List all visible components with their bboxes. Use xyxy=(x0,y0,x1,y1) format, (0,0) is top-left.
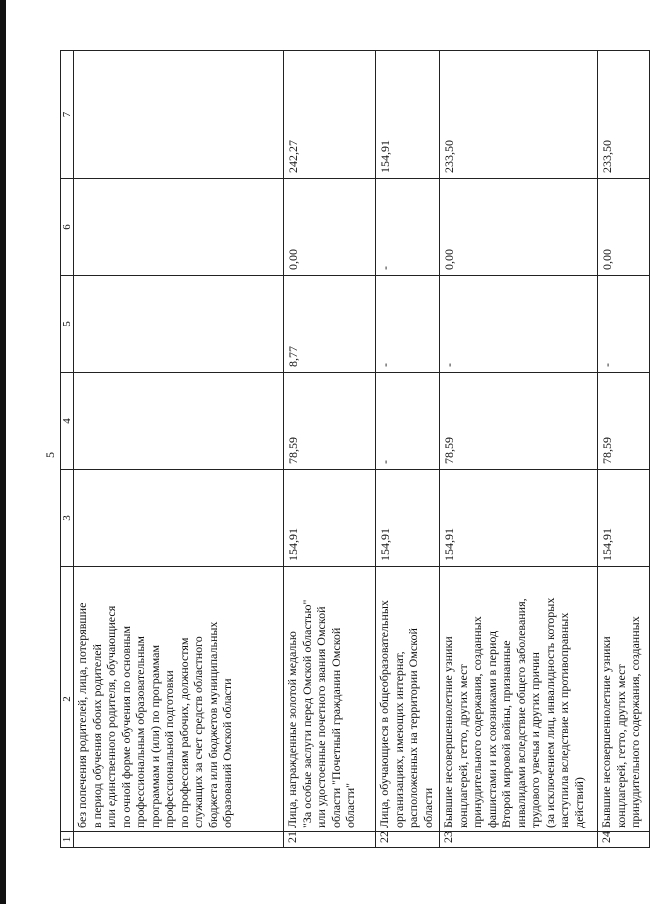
value-cell: 0,00 xyxy=(598,179,650,276)
rotated-table-container xyxy=(60,51,644,848)
value-cell: 154,91 xyxy=(598,470,650,567)
row-number-cell: 22 xyxy=(376,832,440,848)
value-cell xyxy=(74,470,284,567)
value-cell xyxy=(74,276,284,373)
value-cell: 154,91 xyxy=(376,51,440,179)
value-cell xyxy=(74,179,284,276)
value-cell: 154,91 xyxy=(376,470,440,567)
value-cell: - xyxy=(376,179,440,276)
value-cell: 0,00 xyxy=(440,179,598,276)
value-cell xyxy=(74,51,284,179)
data-table xyxy=(60,50,650,848)
value-cell: 233,50 xyxy=(598,51,650,179)
value-cell: 0,00 xyxy=(284,179,376,276)
column-header: 6 xyxy=(61,179,74,276)
description-cell: Лица, обучающиеся в общеобразовательных организациях, имеющих интернат, расположенных на территории Омской области xyxy=(376,567,440,832)
table-row xyxy=(376,51,440,848)
column-header: 4 xyxy=(61,373,74,470)
description-cell: Бывшие несовершеннолетние узники концлагерей, гетто, других мест принудительного содержания, созданных xyxy=(598,567,650,832)
table-row xyxy=(440,51,598,848)
value-cell: 8,77 xyxy=(284,276,376,373)
page-number: 5 xyxy=(43,452,57,458)
value-cell xyxy=(74,373,284,470)
value-cell: 233,50 xyxy=(440,51,598,179)
row-number-cell: 21 xyxy=(284,832,376,848)
table-row xyxy=(284,51,376,848)
column-header: 3 xyxy=(61,470,74,567)
row-number-cell: 24 xyxy=(598,832,650,848)
value-cell: 78,59 xyxy=(284,373,376,470)
value-cell: 242,27 xyxy=(284,51,376,179)
row-number-cell: 23 xyxy=(440,832,598,848)
column-header: 1 xyxy=(61,832,74,848)
value-cell: 154,91 xyxy=(284,470,376,567)
column-header: 7 xyxy=(61,51,74,179)
value-cell: 78,59 xyxy=(598,373,650,470)
description-cell: Лица, награжденные золотой медалью "За особые заслуги перед Омской областью" или удостоенные почетного звания Омской области "Почетный гражданин Омской области" xyxy=(284,567,376,832)
column-header: 5 xyxy=(61,276,74,373)
description-cell: без попечения родителей, лица, потерявшие в период обучения обоих родителей или единственного родителя, обучающиеся по очной форме обучения по основным профессиональным образовательным программам и (или) по программам профессиональной подготовки по профессиям рабочих, должностям служащих за счет средств областного бюджета или бюджетов муниципальных образований Омской области xyxy=(74,567,284,832)
description-cell: Бывшие несовершеннолетние узники концлагерей, гетто, других мест принудительного содержания, созданных фашистами и их союзниками в период Второй мировой войны, признанные инвалидами вследствие общего заболевания, трудового увечья и других причин (за исключением лиц, инвалидность которых наступила вследствие их противоправных действий) xyxy=(440,567,598,832)
row-number-cell xyxy=(74,832,284,848)
value-cell: 154,91 xyxy=(440,470,598,567)
value-cell: - xyxy=(376,373,440,470)
scan-edge xyxy=(0,0,6,904)
value-cell: - xyxy=(376,276,440,373)
table-row xyxy=(74,51,284,848)
column-header: 2 xyxy=(61,567,74,832)
table-row xyxy=(598,51,650,848)
table-header-row xyxy=(61,51,74,848)
value-cell: - xyxy=(598,276,650,373)
value-cell: - xyxy=(440,276,598,373)
value-cell: 78,59 xyxy=(440,373,598,470)
